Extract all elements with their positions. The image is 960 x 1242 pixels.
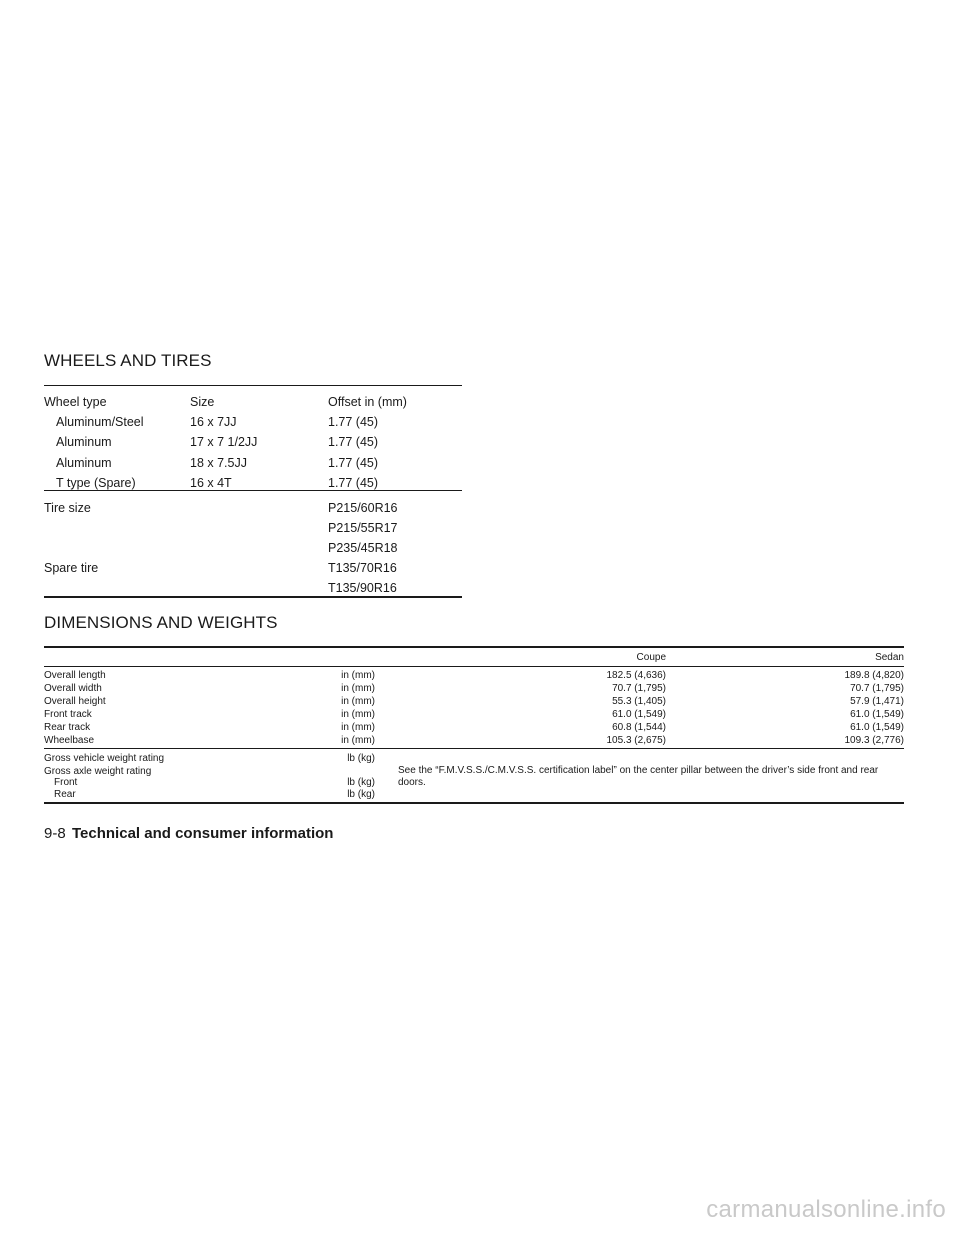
wheel-offset-cell: 1.77 (45)	[328, 456, 379, 470]
divider	[44, 802, 904, 804]
dimension-label: Overall height	[44, 696, 106, 707]
spare-tire-value: T135/70R16	[328, 561, 397, 575]
dimension-unit: in (mm)	[341, 709, 375, 720]
gawr-rear-unit: lb (kg)	[347, 789, 375, 800]
wheel-type-cell: T type (Spare)	[56, 476, 136, 490]
column-header-wheel-type: Wheel type	[44, 395, 107, 409]
gawr-front-label: Front	[54, 777, 78, 788]
page-number: 9-8	[44, 825, 66, 842]
divider	[44, 666, 904, 667]
sedan-value: 189.8 (4,820)	[844, 670, 904, 681]
coupe-value: 55.3 (1,405)	[612, 696, 666, 707]
divider	[44, 385, 462, 386]
gvwr-label: Gross vehicle weight rating	[44, 753, 165, 764]
wheel-type-cell: Aluminum	[56, 456, 112, 470]
divider	[44, 646, 904, 648]
dimension-label: Front track	[44, 709, 92, 720]
column-header-size: Size	[190, 395, 215, 409]
divider	[44, 596, 462, 598]
spare-tire-value: T135/90R16	[328, 581, 397, 595]
wheel-offset-cell: 1.77 (45)	[328, 415, 379, 429]
tire-size-value: P235/45R18	[328, 541, 398, 555]
coupe-value: 70.7 (1,795)	[612, 683, 666, 694]
tire-size-value: P215/60R16	[328, 501, 398, 515]
wheel-offset-cell: 1.77 (45)	[328, 435, 379, 449]
dimension-unit: in (mm)	[341, 722, 375, 733]
sedan-value: 70.7 (1,795)	[850, 683, 904, 694]
coupe-value: 60.8 (1,544)	[612, 722, 666, 733]
divider	[44, 490, 462, 491]
wheel-size-cell: 17 x 7 1/2JJ	[190, 435, 258, 449]
section-title-dimensions: DIMENSIONS AND WEIGHTS	[44, 613, 278, 632]
divider	[44, 748, 904, 749]
section-title-wheels: WHEELS AND TIRES	[44, 351, 212, 370]
wheel-size-cell: 18 x 7.5JJ	[190, 456, 247, 470]
tire-size-label: Tire size	[44, 501, 91, 515]
wheel-type-cell: Aluminum	[56, 435, 112, 449]
coupe-value: 182.5 (4,636)	[606, 670, 666, 681]
gvwr-unit: lb (kg)	[347, 753, 375, 764]
gawr-rear-label: Rear	[54, 789, 76, 800]
column-header-coupe: Coupe	[636, 652, 666, 663]
dimension-unit: in (mm)	[341, 696, 375, 707]
sedan-value: 61.0 (1,549)	[850, 709, 904, 720]
coupe-value: 105.3 (2,675)	[606, 735, 666, 746]
dimension-label: Overall width	[44, 683, 102, 694]
coupe-value: 61.0 (1,549)	[612, 709, 666, 720]
footer-section-title: Technical and consumer information	[72, 825, 334, 842]
wheel-size-cell: 16 x 4T	[190, 476, 232, 490]
sedan-value: 57.9 (1,471)	[850, 696, 904, 707]
watermark: carmanualsonline.info	[706, 1196, 946, 1223]
dimension-unit: in (mm)	[341, 735, 375, 746]
tire-size-value: P215/55R17	[328, 521, 398, 535]
column-header-offset: Offset in (mm)	[328, 395, 407, 409]
sedan-value: 61.0 (1,549)	[850, 722, 904, 733]
spare-tire-label: Spare tire	[44, 561, 99, 575]
wheel-size-cell: 16 x 7JJ	[190, 415, 237, 429]
dimension-label: Overall length	[44, 670, 106, 681]
column-header-sedan: Sedan	[875, 652, 904, 663]
dimension-unit: in (mm)	[341, 683, 375, 694]
gawr-front-unit: lb (kg)	[347, 777, 375, 788]
gawr-label: Gross axle weight rating	[44, 766, 152, 777]
wheel-type-cell: Aluminum/Steel	[56, 415, 144, 429]
dimension-unit: in (mm)	[341, 670, 375, 681]
dimension-label: Rear track	[44, 722, 91, 733]
dimension-label: Wheelbase	[44, 735, 95, 746]
certification-label-note: See the “F.M.V.S.S./C.M.V.S.S. certification label” on the center pillar between the driver’s side front and rear doors.	[398, 765, 879, 788]
wheel-offset-cell: 1.77 (45)	[328, 476, 379, 490]
sedan-value: 109.3 (2,776)	[844, 735, 904, 746]
